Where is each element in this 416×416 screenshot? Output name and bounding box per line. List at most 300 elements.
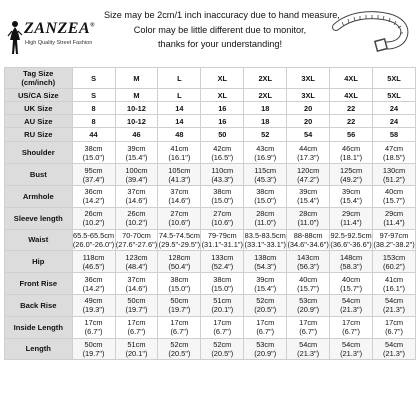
measurement-cell [72,207,115,229]
header [0,0,416,62]
measurement-cell [72,185,115,207]
value-cm: 37cm [127,274,146,284]
size-cell: 2XL [244,89,287,102]
measurement-cell [244,164,287,186]
measurement-cell [115,207,158,229]
measurement-cell [115,251,158,273]
measurement-cell [72,273,115,295]
measurement-cell [158,229,201,251]
value-cm: 50cm [127,296,146,306]
row-label: Length [5,338,73,360]
measurement-cell [373,185,416,207]
measurement-cell [158,142,201,164]
measurement-cell [115,164,158,186]
value-cm: 97-97cm [379,230,409,240]
size-cell: 54 [287,128,330,142]
value-inch: (11.4") [383,218,405,228]
measurement-cell [158,164,201,186]
value-cm: 88-88cm [293,230,323,240]
value-inch: (34.6"-34.6") [287,239,329,249]
woman-silhouette-icon [6,20,24,56]
measurement-cell [201,185,244,207]
value-cm: 50cm [84,339,103,349]
value-inch: (15.0") [211,283,234,293]
measurement-row [5,229,416,251]
measurement-cell [115,294,158,316]
value-inch: (27.6"-27.6") [115,239,158,249]
value-cm: 28cm [256,209,275,219]
size-cell: 18 [244,102,287,115]
row-label: AU Size [5,115,73,128]
size-cell: 16 [201,115,244,128]
size-cell: 22 [330,115,373,128]
measurement-cell [158,251,201,273]
value-inch: (19.7") [168,305,191,315]
row-label: UK Size [5,102,73,115]
measurement-row [5,338,416,360]
value-cm: 100cm [125,165,148,175]
measurement-cell [244,207,287,229]
value-inch: (14.6") [168,196,191,206]
value-inch: (38.2"-38.2") [373,239,415,249]
value-inch: (29.5"-29.5") [158,239,201,249]
measurement-cell [330,273,373,295]
value-cm: 17cm [342,318,361,328]
value-cm: 83.5-83.5cm [244,230,286,240]
value-cm: 46cm [342,143,361,153]
tape-measure-icon [330,5,410,59]
value-inch: (21.3") [383,348,405,358]
value-cm: 54cm [342,296,361,306]
value-cm: 153cm [382,252,406,262]
measurement-cell [330,294,373,316]
value-cm: 95cm [84,165,103,175]
value-cm: 38cm [213,274,232,284]
measurement-cell [115,316,158,338]
value-cm: 49cm [84,296,103,306]
row-label: Front Rise [5,273,73,295]
value-cm: 92.5-92.5cm [330,230,372,240]
size-cell: 48 [158,128,201,142]
size-cell: 18 [244,115,287,128]
measurement-cell [244,273,287,295]
value-cm: 26cm [127,209,146,219]
value-inch: (6.7") [342,327,360,337]
value-inch: (6.7") [170,327,189,337]
measurement-cell [330,185,373,207]
value-cm: 36cm [84,187,103,197]
row-label: Back Rise [5,294,73,316]
measurement-cell [244,338,287,360]
brand-logo [6,20,106,60]
measurement-cell [244,185,287,207]
size-cell: S [72,68,115,89]
value-inch: (58.3") [340,261,363,271]
size-cell: 24 [373,115,416,128]
value-inch: (21.3") [297,348,320,358]
value-inch: (14.6") [125,196,148,206]
value-cm: 110cm [211,165,234,175]
value-inch: (15.7") [340,283,363,293]
value-inch: (15.4") [125,152,148,162]
measurement-cell [373,338,416,360]
value-cm: 133cm [211,252,234,262]
row-label: Tag Size (cm/inch) [5,68,73,89]
measurement-row [5,316,416,338]
value-inch: (10.6") [211,218,234,228]
measurement-row [5,164,416,186]
size-cell: 20 [287,102,330,115]
value-cm: 43cm [256,143,275,153]
value-inch: (47.2") [297,174,320,184]
row-label: RU Size [5,128,73,142]
measurement-cell [201,229,244,251]
value-cm: 125cm [339,165,363,175]
size-cell: 5XL [373,68,416,89]
measurement-cell [244,251,287,273]
value-cm: 17cm [299,318,318,328]
value-inch: (15.0") [254,196,277,206]
measurement-cell [244,316,287,338]
value-cm: 38cm [213,187,232,197]
value-cm: 54cm [384,339,404,349]
value-inch: (6.7") [213,327,232,337]
value-inch: (15.0") [211,196,234,206]
size-cell: XL [201,89,244,102]
row-label: Waist [5,229,73,251]
measurement-cell [158,316,201,338]
measurement-cell [201,251,244,273]
value-inch: (20.1") [125,348,148,358]
value-inch: (41.3") [168,174,191,184]
row-label: Hip [5,251,73,273]
value-cm: 138cm [254,252,277,262]
measurement-row [5,273,416,295]
measurement-cell [373,294,416,316]
size-header-row [5,89,416,102]
measurement-cell [72,229,115,251]
value-inch: (10.2") [82,218,105,228]
value-cm: 17cm [84,318,103,328]
size-cell: 52 [244,128,287,142]
value-inch: (21.3") [340,305,363,315]
value-inch: (31.1"-31.1") [201,239,243,249]
value-inch: (14.2") [82,196,105,206]
value-inch: (46.5") [82,261,105,271]
size-cell: 14 [158,102,201,115]
value-cm: 38cm [170,274,189,284]
value-inch: (19.3") [82,305,105,315]
value-cm: 44cm [299,143,318,153]
size-cell: M [115,68,158,89]
value-inch: (10.2") [125,218,148,228]
value-inch: (16.5") [211,152,234,162]
measurement-cell [287,207,330,229]
measurement-cell [201,207,244,229]
row-label: Armhole [5,185,73,207]
value-inch: (6.7") [256,327,275,337]
value-inch: (6.7") [84,327,103,337]
value-cm: 54cm [384,296,404,306]
measurement-cell [330,207,373,229]
value-cm: 39cm [342,187,361,197]
row-label: Bust [5,164,73,186]
size-cell: 5XL [373,89,416,102]
value-cm: 53cm [256,339,275,349]
measurement-notice [104,8,340,52]
measurement-row [5,142,416,164]
measurement-cell [115,229,158,251]
value-inch: (20.1") [211,305,234,315]
value-inch: (60.2") [383,261,405,271]
measurement-cell [201,164,244,186]
measurement-cell [287,185,330,207]
measurement-cell [287,338,330,360]
value-inch: (15.7") [383,196,405,206]
value-inch: (50.4") [168,261,191,271]
value-cm: 39cm [299,187,318,197]
value-cm: 42cm [213,143,232,153]
measurement-cell [115,185,158,207]
notice-line-1: Size may be 2cm/1 inch inaccuracy due to hand measure, [104,10,340,20]
value-cm: 36cm [84,274,103,284]
value-inch: (20.9") [254,348,277,358]
value-inch: (17.3") [297,152,320,162]
value-inch: (11.0") [297,218,319,228]
measurement-cell [201,316,244,338]
measurement-cell [72,294,115,316]
measurement-cell [72,316,115,338]
value-inch: (10.6") [168,218,191,228]
value-inch: (16.1") [383,283,405,293]
measurement-cell [158,185,201,207]
value-inch: (16.1") [168,152,191,162]
value-cm: 27cm [213,209,232,219]
value-cm: 26cm [84,209,103,219]
value-cm: 52cm [256,296,275,306]
value-cm: 17cm [127,318,146,328]
brand-name: ZANZEA® [24,20,96,37]
value-inch: (37.4") [82,174,105,184]
value-cm: 17cm [384,318,404,328]
size-header-row [5,128,416,142]
notice-line-2: Color may be little different due to monitor, [133,24,307,35]
measurement-cell [373,229,416,251]
size-cell: 4XL [330,89,373,102]
measurement-cell [158,207,201,229]
value-cm: 65.5-65.5cm [72,230,115,240]
value-cm: 38cm [84,143,103,153]
measurement-cell [287,294,330,316]
measurement-cell [158,338,201,360]
value-cm: 51cm [127,339,146,349]
value-inch: (33.1"-33.1") [244,239,286,249]
size-cell: 58 [373,128,416,142]
value-inch: (6.7") [127,327,146,337]
value-cm: 123cm [125,252,148,262]
value-cm: 29cm [342,209,361,219]
value-inch: (21.3") [383,305,405,315]
value-inch: (54.3") [254,261,277,271]
measurement-cell [287,164,330,186]
size-cell: 8 [72,102,115,115]
size-cell: 24 [373,102,416,115]
measurement-cell [201,294,244,316]
value-inch: (20.5") [254,305,277,315]
size-cell: 2XL [244,68,287,89]
value-cm: 70-70cm [122,230,151,240]
value-cm: 50cm [170,296,189,306]
value-inch: (21.3") [340,348,363,358]
measurement-cell [330,229,373,251]
measurement-cell [287,229,330,251]
brand-tagline: High Quality Street Fashion [25,40,93,46]
value-cm: 143cm [297,252,320,262]
measurement-cell [373,142,416,164]
measurement-cell [330,251,373,273]
measurement-cell [287,316,330,338]
value-cm: 53cm [299,296,318,306]
value-cm: 17cm [213,318,232,328]
measurement-cell [158,273,201,295]
size-cell: 10-12 [115,115,158,128]
value-cm: 54cm [299,339,318,349]
value-cm: 118cm [82,252,105,262]
measurement-cell [244,142,287,164]
value-inch: (11.0") [254,218,276,228]
size-chart-table [4,67,416,360]
value-cm: 115cm [254,165,277,175]
value-cm: 41cm [384,274,404,284]
value-cm: 17cm [256,318,275,328]
value-cm: 148cm [339,252,363,262]
measurement-cell [115,142,158,164]
measurement-cell [201,338,244,360]
measurement-cell [72,164,115,186]
size-cell: 20 [287,115,330,128]
value-cm: 52cm [170,339,189,349]
size-cell: 3XL [287,89,330,102]
measurement-cell [330,316,373,338]
value-inch: (36.6"-36.6") [330,239,372,249]
size-header-row [5,68,416,89]
row-label: US/CA Size [5,89,73,102]
value-inch: (6.7") [385,327,403,337]
value-inch: (14.6") [125,283,148,293]
value-inch: (19.7") [82,348,105,358]
size-cell: 50 [201,128,244,142]
value-inch: (16.9") [254,152,277,162]
value-inch: (15.0") [82,152,105,162]
size-cell: 44 [72,128,115,142]
value-cm: 52cm [213,339,232,349]
value-cm: 54cm [342,339,361,349]
value-cm: 120cm [297,165,320,175]
measurement-cell [244,294,287,316]
value-inch: (45.3") [254,174,277,184]
value-inch: (19.7") [125,305,148,315]
measurement-cell [373,273,416,295]
value-cm: 47cm [384,143,404,153]
measurement-cell [72,251,115,273]
value-inch: (15.4") [254,283,277,293]
measurement-cell [373,251,416,273]
value-cm: 38cm [256,187,275,197]
measurement-cell [158,294,201,316]
value-cm: 29cm [384,209,404,219]
size-cell: 46 [115,128,158,142]
value-cm: 37cm [127,187,146,197]
value-cm: 39cm [127,143,146,153]
size-cell: L [158,68,201,89]
value-cm: 79-79cm [207,230,237,240]
value-inch: (15.7") [297,283,320,293]
size-cell: M [115,89,158,102]
value-cm: 40cm [384,187,404,197]
value-cm: 28cm [299,209,318,219]
value-inch: (52.4") [211,261,234,271]
size-cell: 56 [330,128,373,142]
value-cm: 130cm [382,165,406,175]
value-inch: (15.4") [297,196,320,206]
value-inch: (56.3") [297,261,320,271]
value-cm: 128cm [168,252,191,262]
value-inch: (18.5") [383,152,405,162]
size-cell: 22 [330,102,373,115]
measurement-cell [115,273,158,295]
value-cm: 105cm [168,165,191,175]
size-cell: S [72,89,115,102]
size-cell: 8 [72,115,115,128]
value-inch: (14.2") [82,283,105,293]
measurement-cell [373,164,416,186]
value-inch: (20.5") [211,348,234,358]
measurement-row [5,251,416,273]
measurement-cell [330,142,373,164]
size-header-row [5,115,416,128]
value-inch: (39.4") [125,174,148,184]
value-cm: 51cm [213,296,232,306]
value-cm: 40cm [299,274,318,284]
row-label: Sleeve length [5,207,73,229]
size-cell: 16 [201,102,244,115]
value-cm: 74.5-74.5cm [158,230,200,240]
size-cell: 14 [158,115,201,128]
measurement-row [5,185,416,207]
value-inch: (11.4") [340,218,362,228]
value-inch: (15.0") [168,283,191,293]
value-inch: (6.7") [299,327,318,337]
value-cm: 17cm [170,318,189,328]
measurement-cell [373,207,416,229]
measurement-cell [287,273,330,295]
value-cm: 39cm [256,274,275,284]
measurement-cell [373,316,416,338]
measurement-cell [72,338,115,360]
measurement-cell [287,142,330,164]
value-inch: (51.2") [383,174,405,184]
value-cm: 41cm [170,143,189,153]
value-inch: (48.4") [125,261,148,271]
size-cell: 10-12 [115,102,158,115]
measurement-cell [244,229,287,251]
value-inch: (20.9") [297,305,320,315]
measurement-cell [287,251,330,273]
value-cm: 37cm [170,187,189,197]
row-label: Inside Length [5,316,73,338]
value-inch: (26.0"-26.0") [72,239,115,249]
value-inch: (18.1") [340,152,363,162]
